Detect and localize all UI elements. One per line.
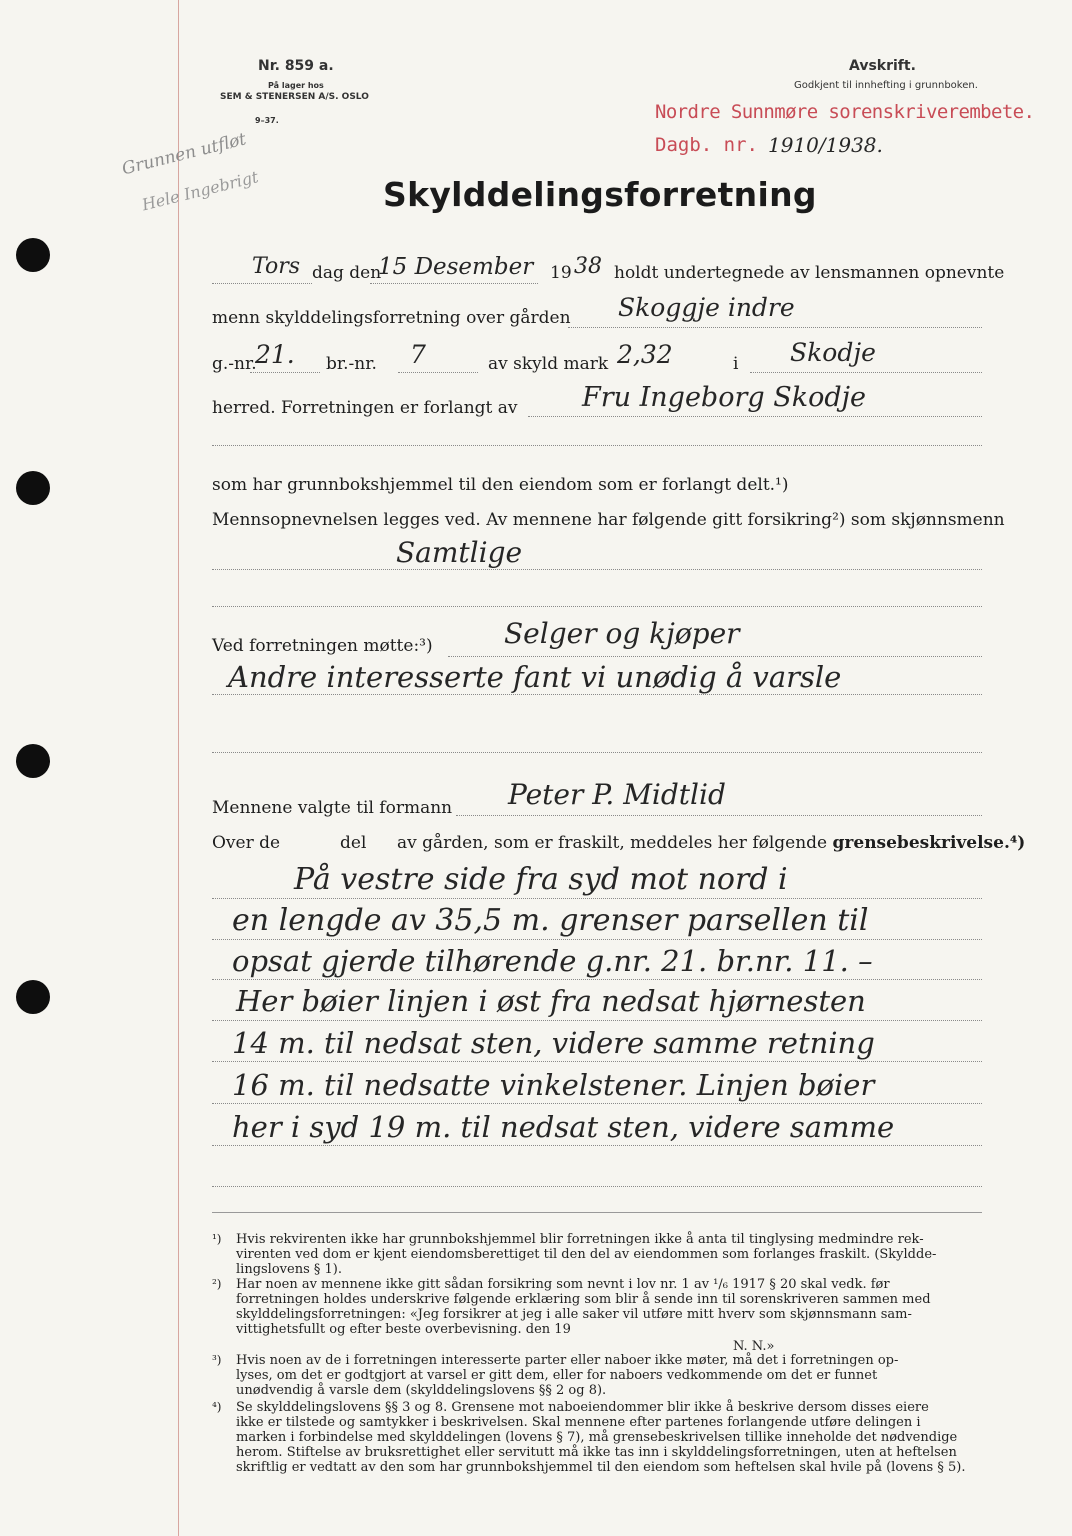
- chair-hand: Peter P. Midtlid: [508, 778, 726, 811]
- present-hand: Selger og kjøper: [504, 617, 740, 650]
- farm-hand: Skoggje indre: [618, 293, 795, 322]
- dagb-number: 1910/1938.: [768, 133, 883, 157]
- office-stamp: Nordre Sunnmøre sorenskriverembete.: [655, 101, 1035, 123]
- gnr-label: g.-nr.: [212, 354, 257, 374]
- punch-hole: [16, 238, 50, 272]
- margin-pencil-note-2: Hele Ingebrigt: [140, 167, 261, 215]
- date-hand: 15 Desember: [378, 254, 534, 280]
- del-label: del: [340, 833, 367, 853]
- boundary-line: 16 m. til nedsatte vinkelstener. Linjen bøier: [232, 1068, 875, 1102]
- bnr-hand: 7: [410, 340, 426, 369]
- form-date-code: 9–37.: [255, 116, 279, 125]
- copy-note: Godkjent til innhefting i grunnboken.: [794, 80, 978, 91]
- herred-hand: Skodje: [790, 338, 876, 367]
- dagb-stamp-prefix: Dagb. nr.: [655, 134, 758, 156]
- publisher-line2: SEM & STENERSEN A/S. OSLO: [220, 92, 369, 102]
- footnote-mark: ¹): [212, 1232, 222, 1246]
- boundary-line: 14 m. til nedsat sten, videre samme retning: [232, 1026, 875, 1060]
- oath-line: Mennsopnevnelsen legges ved. Av mennene har følgende gitt forsikring²) som skjønnsmenn: [212, 510, 1005, 530]
- requester-label: herred. Forretningen er forlangt av: [212, 398, 518, 418]
- footnote-mark: ⁴): [212, 1400, 222, 1414]
- document-title: Skylddelingsforretning: [383, 175, 817, 214]
- dag-den-label: dag den: [312, 263, 382, 283]
- present-label: Ved forretningen møtte:³): [212, 636, 433, 656]
- footnote-mark: ³): [212, 1353, 222, 1367]
- sworn-hand: Samtlige: [396, 536, 523, 569]
- footnote-text: Se skylddelingslovens §§ 3 og 8. Grensene mot naboeiendommer blir ikke å beskrive dersom disses eiere ikke er tilstede og samtykker i beskrivelsen. Skal mennene efter partenes forlangende utføre delingen i marken i forbindelse med skylddelingen (lovens § 7), må grensebeskrivelsen tillike inneholde det nødvendige herom. Stiftelse av bruksrettighet eller servitutt må ikke tas inn i skylddelingsforretningen, uten at heftelsen skriftlig er vedtatt av den som har grunnbokshjemmel til den eiendom som heftelsen skal hvile på (lovens § 5).: [236, 1400, 966, 1475]
- weekday-hand: Tors: [252, 254, 301, 279]
- copy-label: Avskrift.: [849, 58, 916, 74]
- bnr-label: br.-nr.: [326, 354, 377, 374]
- skyld-label: av skyld mark: [488, 354, 609, 374]
- margin-pencil-note-1: Grunnen utfløt: [120, 129, 249, 180]
- footnote-separator: [212, 1212, 982, 1213]
- footnote-mark: ²): [212, 1277, 222, 1291]
- boundary-line: en lengde av 35,5 m. grenser parsellen til: [232, 903, 869, 938]
- others-hand: Andre interesserte fant vi unødig å varsle: [228, 660, 842, 694]
- boundary-intro-bold: grensebeskrivelse.⁴): [832, 833, 1026, 853]
- grunnbok-line: som har grunnbokshjemmel til den eiendom som er forlangt delt.¹): [212, 475, 789, 495]
- year-printed: 19: [550, 263, 572, 283]
- footnote-signature: N. N.»: [733, 1339, 775, 1354]
- over-de-label: Over de: [212, 833, 281, 853]
- punch-hole: [16, 744, 50, 778]
- punch-hole: [16, 471, 50, 505]
- requester-hand: Fru Ingeborg Skodje: [582, 382, 866, 413]
- i-label: i: [733, 354, 739, 374]
- farm-label: menn skylddelingsforretning over gården: [212, 308, 571, 328]
- skyld-hand: 2,32: [617, 340, 673, 369]
- boundary-intro-text: av gården, som er fraskilt, meddeles her følgende: [397, 833, 828, 853]
- chair-label: Mennene valgte til formann: [212, 798, 453, 818]
- boundary-intro: [397, 833, 1025, 853]
- punch-hole: [16, 980, 50, 1014]
- footnote-text: Hvis noen av de i forretningen interesserte parter eller naboer ikke møter, må det i forretningen op- lyses, om det er godtgjort at varsel er gitt dem, eller for naboers vedkommende om det er funnet unødvendig å varsle dem (skylddelingslovens §§ 2 og 8).: [236, 1353, 899, 1398]
- gnr-hand: 21.: [255, 340, 295, 369]
- publisher-line1: På lager hos: [268, 81, 324, 90]
- line1-tail: holdt undertegnede av lensmannen opnevnte: [614, 263, 1005, 283]
- boundary-line: Her bøier linjen i øst fra nedsat hjørnesten: [236, 984, 866, 1018]
- boundary-line: På vestre side fra syd mot nord i: [294, 862, 788, 897]
- boundary-line: her i syd 19 m. til nedsat sten, videre samme: [232, 1110, 895, 1144]
- footnote-text: Har noen av mennene ikke gitt sådan forsikring som nevnt i lov nr. 1 av ¹/₆ 1917 § 20 skal vedk. før forretningen holdes underskrive følgende erklæring som blir å sende inn til sorenskriveren sammen med skylddelingsforretningen: «Jeg forsikrer at jeg i alle saker vil utføre mitt hverv som skjønnsmann sam- vittighetsfullt og efter beste overbevisning. den 19: [236, 1277, 931, 1337]
- boundary-line: opsat gjerde tilhørende g.nr. 21. br.nr. 11. –: [232, 944, 873, 978]
- footnote-text: Hvis rekvirenten ikke har grunnbokshjemmel blir forretningen ikke å anta til tinglysing medmindre rek- virenten ved dom er kjent eiendomsberettiget til den del av eiendommen som forlanges fraskilt. (Skyldde- lingslovens § 1).: [236, 1232, 937, 1277]
- year-hand: 38: [574, 254, 602, 279]
- form-number: Nr. 859 a.: [258, 58, 334, 74]
- margin-rule: [178, 0, 179, 1536]
